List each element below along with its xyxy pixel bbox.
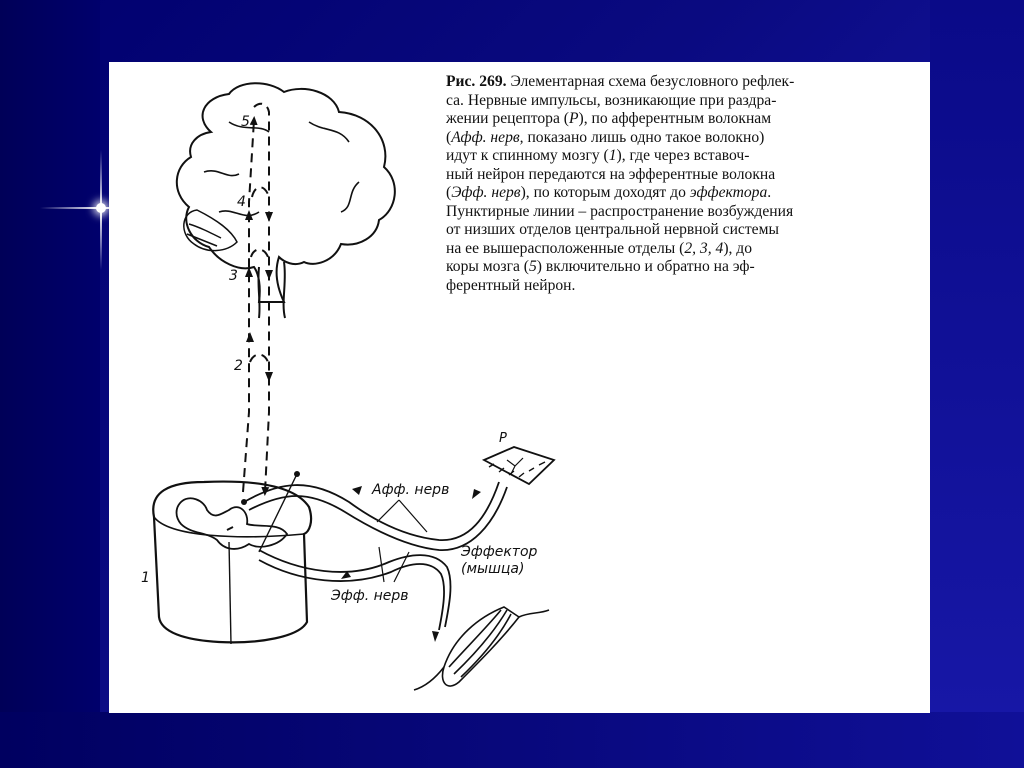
arrow-aff-upper <box>352 486 362 495</box>
label-eff-nerve: Эфф. нерв <box>331 588 409 604</box>
label-aff-nerve: Афф. нерв <box>372 482 450 498</box>
caption-line5b: ), где через вставоч- <box>616 147 750 164</box>
caption-ref-5: 5 <box>529 258 537 275</box>
figure-sheet <box>109 62 930 713</box>
sparkle-icon <box>96 203 106 213</box>
loop-3 <box>251 250 268 258</box>
arrow-receptor <box>472 489 481 499</box>
caption-line7b: ), по которым доходят до <box>520 184 690 201</box>
caption-fig-label: Рис. 269. <box>446 73 507 90</box>
caption-line8: Пунктирные линии – распространение возбуждения <box>446 202 794 220</box>
caption-line11b: ) включительно и обратно на эф- <box>536 258 755 275</box>
muscle-effector-icon <box>414 607 549 690</box>
caption-line4b: показано лишь одно такое волокно) <box>523 128 765 146</box>
caption-line9: от низших отделов центральной нервной системы <box>446 221 779 238</box>
descending-path <box>254 104 269 492</box>
caption-line11a: коры мозга ( <box>446 258 529 275</box>
slide-right-band <box>930 0 1024 768</box>
central-canal <box>227 527 233 530</box>
cerebellum <box>184 210 237 251</box>
caption-line10a: на ее вышерасположенные отделы ( <box>446 239 685 257</box>
caption-line7c: . <box>767 184 772 201</box>
slide-left-band <box>0 0 100 768</box>
label-2: 2 <box>234 358 243 374</box>
caption-line3a: жении рецептора ( <box>446 110 569 127</box>
label-effector: Эффектор <box>461 544 538 560</box>
label-effector-muscle: (мышца) <box>461 561 525 577</box>
figure-caption <box>446 73 913 295</box>
grey-matter <box>177 498 288 549</box>
dashed-pathways <box>243 104 269 492</box>
brain-outline <box>177 83 395 302</box>
slide-bottom-band <box>0 712 1024 768</box>
caption-line3b: ), по афферентным волокнам <box>578 110 772 127</box>
label-receptor: Р <box>499 431 507 446</box>
caption-line1: Элементарная схема безусловного рефлек- <box>510 73 795 90</box>
label-3: 3 <box>229 268 238 284</box>
caption-line10b: ), до <box>723 239 753 257</box>
label-1: 1 <box>141 570 150 586</box>
receptor-icon <box>484 447 554 484</box>
label-5: 5 <box>241 114 250 130</box>
caption-eff-nerve: Эфф. нерв <box>451 184 521 201</box>
caption-refs-234: 2, 3, 4 <box>684 239 724 257</box>
loop-4 <box>252 187 269 197</box>
loop-2 <box>250 355 268 363</box>
arrow-muscle <box>432 631 439 642</box>
caption-line4a: ( <box>446 128 452 146</box>
caption-receptor-symbol: Р <box>568 110 579 127</box>
caption-line5a: идут к спинному мозгу ( <box>446 147 609 164</box>
caption-ref-1: 1 <box>608 147 617 164</box>
caption-line12: ферентный нейрон. <box>446 276 576 294</box>
label-4: 4 <box>237 194 246 210</box>
brain-gyrus <box>204 122 359 216</box>
caption-effector: эффектора <box>689 184 768 201</box>
caption-aff-nerve: Афф. нерв, <box>451 128 524 146</box>
cord-fissure <box>229 542 231 644</box>
caption-line7a: ( <box>446 184 452 201</box>
aff-label-pointers <box>377 500 427 532</box>
caption-line6: ный нейрон передаются на эфферентные волокна <box>446 165 776 183</box>
spinal-cord-top <box>154 517 304 537</box>
caption-line2: са. Нервные импульсы, возникающие при раздра- <box>446 91 777 109</box>
ascending-path <box>243 120 254 492</box>
